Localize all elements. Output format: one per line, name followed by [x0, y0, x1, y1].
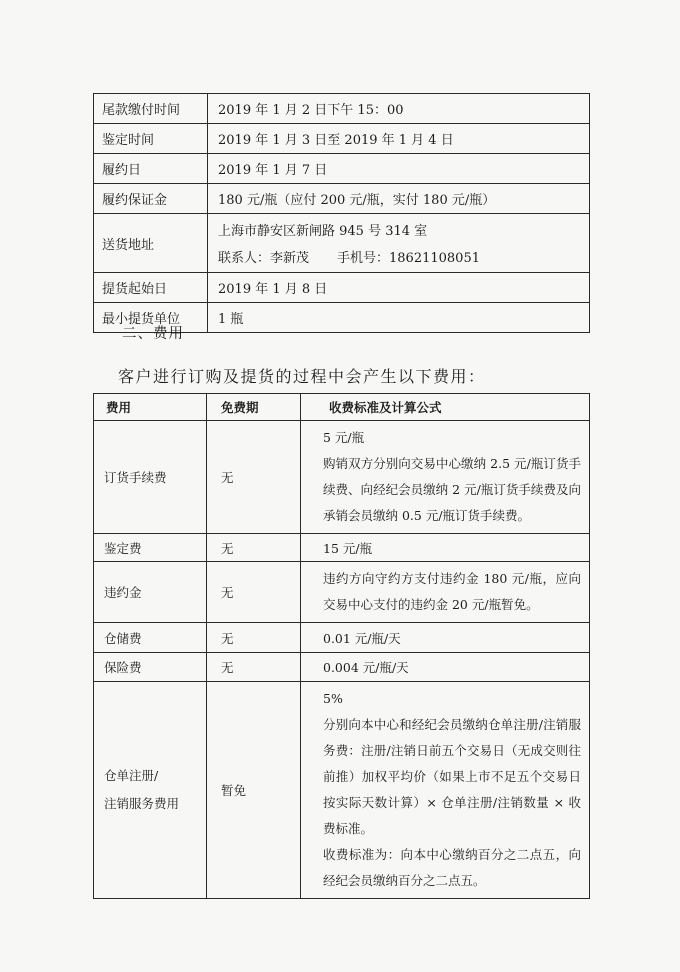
column-header: 费用 [94, 394, 207, 421]
fee-name: 订货手续费 [94, 421, 207, 534]
table-row [94, 184, 590, 214]
table-row [94, 562, 590, 623]
fee-note: 收费标准为：向本中心缴纳百分之二点五，向经纪会员缴纳百分之二点五。 [323, 847, 581, 888]
table-row [94, 124, 590, 154]
row-value: 1 瓶 [208, 303, 590, 333]
intro-paragraph: 客户进行订购及提货的过程中会产生以下费用： [118, 367, 486, 386]
table-row [94, 534, 590, 562]
fee-name-line: 仓单注册/ [104, 768, 159, 783]
row-key: 鉴定时间 [94, 124, 208, 154]
row-key: 履约日 [94, 154, 208, 184]
table-row [94, 653, 590, 682]
delivery-info-table [93, 93, 590, 333]
row-key: 履约保证金 [94, 184, 208, 214]
row-value: 2019 年 1 月 2 日下午 15：00 [208, 94, 590, 124]
table-row [94, 214, 590, 273]
row-value: 2019 年 1 月 3 日至 2019 年 1 月 4 日 [208, 124, 590, 154]
table-header-row [94, 394, 590, 421]
fee-standard: 15 元/瓶 [301, 534, 590, 562]
free-period: 无 [207, 562, 301, 623]
table-row [94, 623, 590, 653]
table-row [94, 421, 590, 534]
row-value [208, 214, 590, 273]
contact-phone: 手机号：18621108051 [337, 251, 480, 266]
fee-description: 分别向本中心和经纪会员缴纳仓单注册/注销服务费：注册/注销日前五个交易日（无成交则往前推）加权平均价（如果上市不足五个交易日按实际天数计算）× 仓单注册/注销数量 × 收费标准。 [323, 717, 581, 836]
row-value: 180 元/瓶（应付 200 元/瓶，实付 180 元/瓶） [208, 184, 590, 214]
row-key: 尾款缴付时间 [94, 94, 208, 124]
fee-standard: 0.01 元/瓶/天 [301, 623, 590, 653]
row-key: 提货起始日 [94, 273, 208, 303]
row-key: 送货地址 [94, 214, 208, 273]
fee-name: 保险费 [94, 653, 207, 682]
fee-name: 鉴定费 [94, 534, 207, 562]
column-header: 免费期 [207, 394, 301, 421]
row-value: 2019 年 1 月 8 日 [208, 273, 590, 303]
table-row [94, 154, 590, 184]
fee-description: 购销双方分别向交易中心缴纳 2.5 元/瓶订货手续费、向经纪会员缴纳 2 元/瓶订货手续费及向承销会员缴纳 0.5 元/瓶订货手续费。 [323, 456, 581, 523]
free-period: 无 [207, 623, 301, 653]
free-period: 无 [207, 653, 301, 682]
contact-person: 联系人：李新茂 [218, 251, 310, 266]
row-key: 最小提货单位 [94, 303, 208, 333]
row-value: 2019 年 1 月 7 日 [208, 154, 590, 184]
free-period: 无 [207, 421, 301, 534]
column-header: 收费标准及计算公式 [301, 394, 590, 421]
table-row [94, 94, 590, 124]
fee-standard: 0.004 元/瓶/天 [301, 653, 590, 682]
fee-name: 仓储费 [94, 623, 207, 653]
table-row [94, 682, 590, 899]
fee-standard [301, 421, 590, 534]
fee-rate: 5% [323, 691, 343, 706]
delivery-address: 上海市静安区新闸路 945 号 314 室 [218, 224, 428, 239]
section-heading: 二、费用 [122, 326, 184, 342]
fee-name: 违约金 [94, 562, 207, 623]
fee-name-line: 注销服务费用 [104, 796, 180, 811]
fee-rate: 5 元/瓶 [323, 430, 365, 445]
free-period: 暂免 [207, 682, 301, 899]
fee-standard [301, 682, 590, 899]
fee-name [94, 682, 207, 899]
fee-standard [301, 562, 590, 623]
table-row [94, 273, 590, 303]
fee-table [93, 393, 590, 899]
fee-description: 违约方向守约方支付违约金 180 元/瓶，应向交易中心支付的违约金 20 元/瓶暂免。 [323, 571, 581, 612]
contact-line [218, 247, 589, 266]
free-period: 无 [207, 534, 301, 562]
